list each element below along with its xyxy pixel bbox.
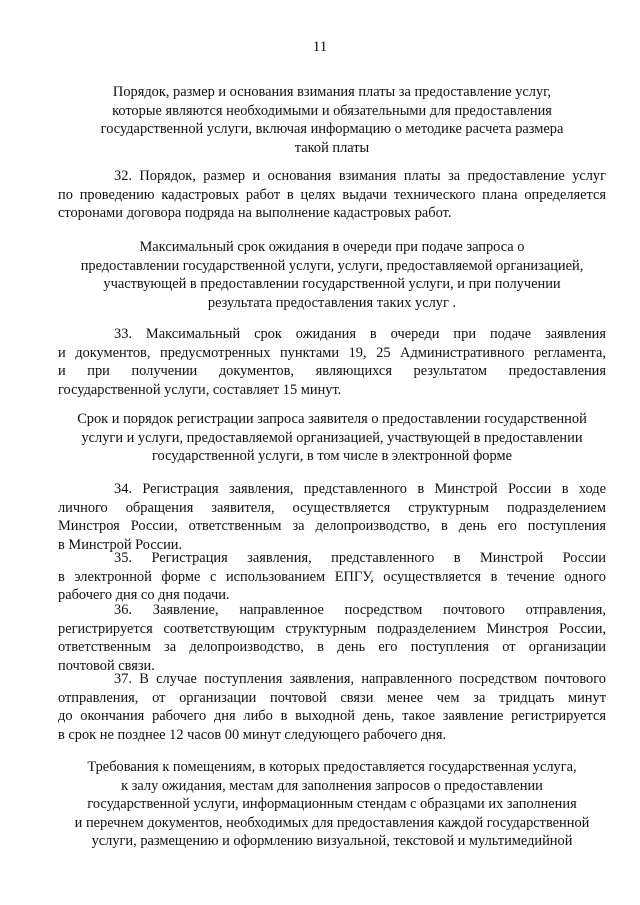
- section-heading-fee: [58, 83, 606, 157]
- paragraph-34: [58, 480, 606, 554]
- heading-line: предоставлении государственной услуги, услуги, предоставляемой организацией,: [80, 257, 584, 274]
- section-heading-waiting-time: [58, 238, 606, 312]
- paragraph-line: в электронной форме с использованием ЕПГУ, осуществляется в течение одного: [58, 568, 606, 585]
- paragraph-line: и при получении документов, являющихся результатом предоставления: [58, 363, 606, 379]
- paragraph-line: по проведению кадастровых работ в целях выдачи технического плана определяется: [58, 186, 606, 203]
- paragraph-line: до окончания рабочего дня либо в выходной день, такое заявление регистрируется: [58, 708, 606, 724]
- heading-line: такой платы: [294, 139, 370, 156]
- paragraph-line: 33. Максимальный срок ожидания в очереди при подаче заявления: [114, 326, 606, 342]
- paragraph-line: сторонами договора подряда на выполнение кадастровых работ.: [58, 205, 452, 221]
- paragraph-line: и документов, предусмотренных пунктами 19, 25 Административного регламента,: [58, 344, 606, 361]
- paragraph-line: личного обращения заявителя, осуществляется структурным подразделением: [58, 499, 606, 516]
- paragraph-line: 37. В случае поступления заявления, направленного посредством почтового: [114, 671, 606, 687]
- paragraph-37: [58, 670, 606, 744]
- paragraph-line: почтовой связи.: [58, 657, 155, 674]
- paragraph-line: отправления, от организации почтовой связи менее чем за тридцать минут: [58, 689, 606, 706]
- paragraph-line: 32. Порядок, размер и основания взимания платы за предоставление услуг: [114, 168, 606, 184]
- paragraph-line: 34. Регистрация заявления, представленного в Минстрой России в ходе: [114, 481, 606, 497]
- heading-line: услуги и услуги, предоставляемой организацией, участвующей в предоставлении: [81, 429, 583, 446]
- paragraph-line: Минстроя России, ответственным за делопроизводство, в день его поступления: [58, 518, 606, 534]
- heading-line: государственной услуги, включая информацию о методике расчета размера: [100, 121, 564, 137]
- paragraph-32: [58, 167, 606, 223]
- heading-line: результата предоставления таких услуг .: [207, 294, 457, 311]
- heading-line: участвующей в предоставлении государственной услуги, и при получении: [103, 276, 561, 292]
- paragraph-line: в Минстрой России.: [58, 536, 183, 553]
- paragraph-line: ответственным за делопроизводство, в день его поступления от организации: [58, 639, 606, 655]
- paragraph-line: 36. Заявление, направленное посредством почтового отправления,: [114, 602, 606, 618]
- paragraph-36: [58, 601, 606, 675]
- paragraph-35: [58, 549, 606, 605]
- paragraph-line: рабочего дня со дня подачи.: [58, 587, 230, 603]
- paragraph-line: регистрируется соответствующим структурным подразделением Минстроя России,: [58, 620, 606, 637]
- heading-line: Порядок, размер и основания взимания платы за предоставление услуг,: [112, 84, 552, 100]
- heading-line: Срок и порядок регистрации запроса заявителя о предоставлении государственной: [77, 411, 587, 427]
- section-heading-premises: [58, 758, 606, 851]
- paragraph-line: в срок не позднее 12 часов 00 минут следующего рабочего дня.: [58, 726, 447, 743]
- heading-line: и перечнем документов, необходимых для предоставления каждой государственной: [74, 814, 590, 831]
- paragraph-33: [58, 325, 606, 399]
- heading-line: государственной услуги, информационным стендам с образцами их заполнения: [87, 796, 577, 812]
- page-number: 11: [312, 39, 328, 55]
- heading-line: Максимальный срок ожидания в очереди при подаче запроса о: [139, 239, 525, 255]
- section-heading-registration: [58, 410, 606, 466]
- heading-line: которые являются необходимыми и обязательными для предоставления: [112, 102, 552, 119]
- paragraph-line: государственной услуги, составляет 15 минут.: [58, 381, 342, 398]
- heading-line: услуги, размещению и оформлению визуальной, текстовой и мультимедийной: [91, 833, 573, 849]
- paragraph-line: 35. Регистрация заявления, представленного в Минстрой России: [114, 550, 606, 566]
- heading-line: Требования к помещениям, в которых предоставляется государственная услуга,: [87, 759, 577, 775]
- heading-line: к залу ожидания, местам для заполнения запросов о предоставлении: [121, 777, 543, 794]
- heading-line: государственной услуги, в том числе в электронной форме: [152, 448, 512, 464]
